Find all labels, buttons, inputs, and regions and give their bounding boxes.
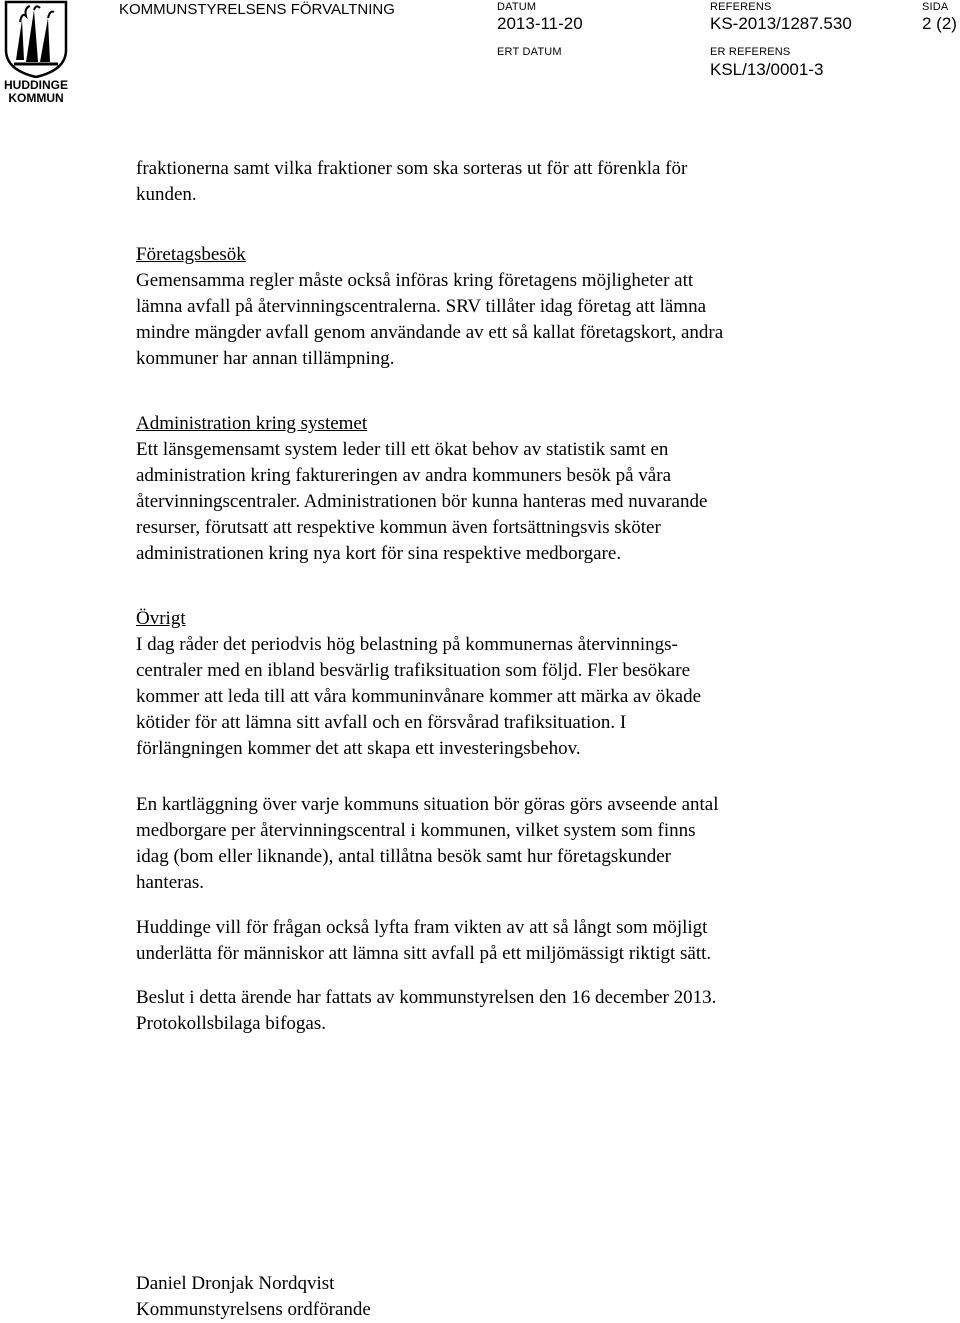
your-date-label: ERT DATUM: [497, 46, 562, 58]
text-line: mindre mängder avfall genom användande av ett så kallat företagskort, andra: [136, 322, 724, 343]
text-line: underlätta för människor att lämna sitt avfall på ett miljömässigt riktigt sätt.: [136, 943, 712, 964]
date-value: 2013-11-20: [497, 14, 583, 33]
municipality-logo: [0, 0, 72, 106]
text-line: idag (bom eller liknande), antal tillåtna besök samt hur företagskunder: [136, 846, 671, 867]
text-line: centraler med en ibland besvärlig trafiksituation som följd. Fler besökare: [136, 660, 690, 681]
organization-name: KOMMUNSTYRELSENS FÖRVALTNING: [119, 1, 395, 18]
signature-title: Kommunstyrelsens ordförande: [136, 1299, 371, 1320]
text-line: lämna avfall på återvinningscentralerna. SRV tillåter idag företag att lämna: [136, 296, 707, 317]
signature-block: [136, 1271, 856, 1323]
text-line: Huddinge vill för frågan också lyfta fram vikten av att så långt som möjligt: [136, 917, 708, 938]
text-line: I dag råder det periodvis hög belastning på kommunernas återvinnings-: [136, 634, 678, 655]
your-reference-label: ER REFERENS: [710, 46, 791, 58]
text-line: administration kring faktureringen av andra kommuners besök på våra: [136, 465, 671, 486]
text-line: fraktionerna samt vilka fraktioner som ska sorteras ut för att förenkla för: [136, 158, 688, 179]
text-line: kommuner har annan tillämpning.: [136, 348, 395, 369]
text-line: administrationen kring nya kort för sina respektive medborgare.: [136, 543, 622, 564]
date-label: DATUM: [497, 1, 537, 13]
text-line: kommer att leda till att våra kommuninvånare kommer att märka av ökade: [136, 686, 702, 707]
text-line: Gemensamma regler måste också införas kring företagens möjligheter att: [136, 270, 694, 291]
signature-name: Daniel Dronjak Nordqvist: [136, 1273, 335, 1294]
reference-label: REFERENS: [710, 1, 772, 13]
section-ovrigt: [136, 606, 856, 762]
your-reference-value: KSL/13/0001-3: [710, 60, 824, 79]
coat-of-arms-icon: [4, 0, 68, 78]
page-value: 2 (2): [922, 14, 957, 33]
reference-value: KS-2013/1287.530: [710, 14, 852, 33]
text-line: förlängningen kommer det att skapa ett investeringsbehov.: [136, 738, 581, 759]
paragraph-huddinge: [136, 915, 856, 967]
text-line: Ett länsgemensamt system leder till ett ökat behov av statistik samt en: [136, 439, 669, 460]
intro-paragraph: [136, 156, 856, 208]
paragraph-kartlaggning: [136, 792, 856, 896]
text-line: En kartläggning över varje kommuns situation bör göras görs avseende antal: [136, 794, 719, 815]
text-line: återvinningscentraler. Administrationen bör kunna hanteras med nuvarande: [136, 491, 708, 512]
text-line: Beslut i detta ärende har fattats av kommunstyrelsen den 16 december 2013.: [136, 987, 717, 1008]
text-line: resurser, förutsatt att respektive kommun även fortsättningsvis sköter: [136, 517, 661, 538]
text-line: Protokollsbilaga bifogas.: [136, 1013, 326, 1034]
page-label: SIDA: [922, 1, 949, 13]
logo-text-line2: KOMMUN: [8, 91, 64, 105]
section-heading: Företagsbesök: [136, 244, 246, 265]
text-line: medborgare per återvinningscentral i kommunen, vilket system som finns: [136, 820, 696, 841]
text-line: kötider för att lämna sitt avfall och en försvårad trafiksituation. I: [136, 712, 627, 733]
section-heading: Administration kring systemet: [136, 413, 368, 434]
section-administration: [136, 411, 856, 567]
paragraph-beslut: [136, 985, 856, 1037]
section-foretagsbesok: [136, 242, 856, 372]
section-heading: Övrigt: [136, 608, 186, 629]
text-line: hanteras.: [136, 872, 205, 893]
logo-text-line1: HUDDINGE: [3, 78, 68, 92]
text-line: kunden.: [136, 184, 197, 205]
